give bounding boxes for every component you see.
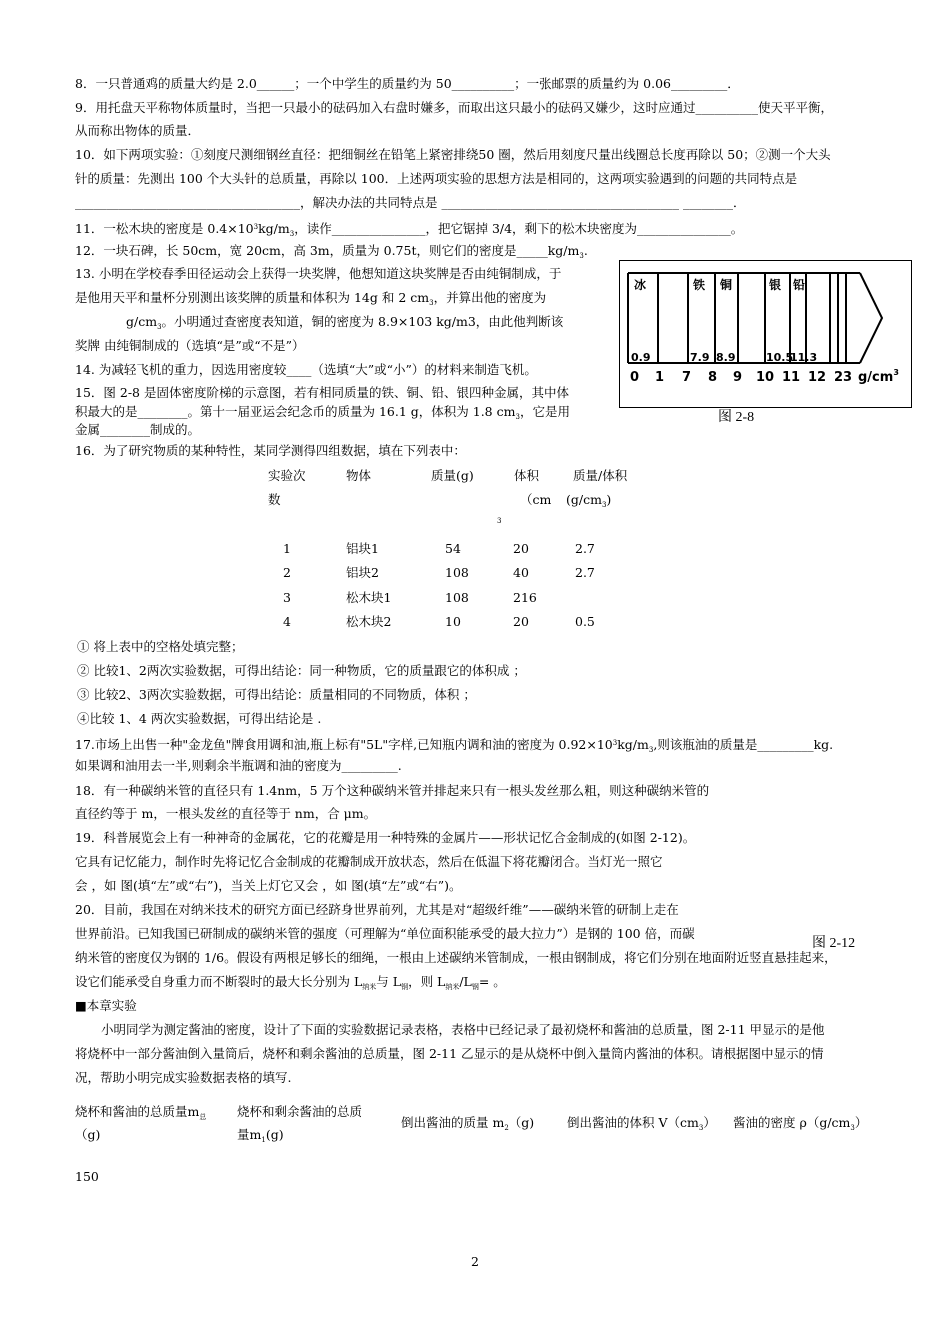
density-ladder-diagram [620, 261, 911, 407]
scale-tick: 10 [756, 370, 775, 385]
scale-tick: 12 [808, 370, 827, 385]
question-9-line-1: 9．用托盘天平称物体质量时，当把一只最小的砝码加入右盘时嫌多，而取出这只最小的砝码又嫌少，这时应通过__________使天平平衡， [75, 100, 833, 115]
question-17-line-2: 如果调和油用去一半,则剩余半瓶调和油的密度为_________. [75, 758, 402, 773]
figure-2-8-caption: 图 2-8 [718, 410, 755, 425]
subquestion-3: ③ 比较2、3两次实验数据，可得出结论：质量相同的不同物质，体积 ； [77, 687, 476, 702]
question-9-line-2: 从而称出物体的质量． [75, 123, 201, 138]
question-13-line-4: 奖牌 由纯铜制成的（选填“是”或“不是”） [75, 338, 305, 353]
question-20-line-2: 世界前沿。已知我国已研制成的碳纳米管的强度（可理解为“单位面积能承受的最大拉力”）是钢的 100 倍，而碳 [75, 926, 695, 941]
table-cell: 216 [513, 590, 537, 605]
table-cell: 松木块2 [346, 614, 392, 629]
question-13-line-3: $g/cm_3$。小明通过查密度表知道，铜的密度为 8.9×103 kg/m3，由此他判断该 [126, 314, 564, 331]
table-cell: 铝块1 [346, 541, 379, 556]
table-cell: 1 [283, 541, 291, 556]
experiment-paragraph-line-1: 小明同学为测定酱油的密度，设计了下面的实验数据记录表格，表格中已经记录了最初烧杯和酱油的总质量，图 2-11 甲显示的是他 [101, 1022, 825, 1037]
table-header-volume: 体积 [514, 468, 540, 483]
question-11: 11．一松木块的密度是 $0.4\times 10^3kg/m_3$，读作_______________，把它锯掉 3/4，剩下的松木块密度为_______________。 [75, 221, 744, 238]
question-13-line-2: 是他用天平和量杯分别测出该奖牌的质量和体积为 14g 和 2 $cm_3$，并算出他的密度为 [75, 290, 547, 307]
subquestion-1: ① 将上表中的空格处填完整； [77, 639, 244, 654]
density-value-silver: 10.5 [766, 351, 794, 364]
material-label-silver: 银 [769, 278, 782, 292]
subquestion-4: ④比较 1、4 两次实验数据，可得出结论是 . [77, 711, 322, 726]
table-header-object: 物体 [346, 468, 372, 483]
table-header-mass: 质量(g) [431, 468, 474, 483]
table-cell-total-mass: 150 [75, 1169, 99, 1184]
page-number: 2 [471, 1254, 479, 1269]
density-value-copper: 8.9 [716, 351, 736, 364]
question-14: 14. 为减轻飞机的重力，因选用密度较____（选填“大”或“小”）的材料来制造飞机。 [75, 362, 537, 377]
question-15-line-2: 积最大的是________。第十一届亚运会纪念币的质量为 16.1 g，体积为 1.8 $cm_3$，它是用 [75, 404, 570, 421]
table-header-trial: 实验次 [268, 468, 306, 483]
col-header-density: 酱油的密度 $\rho(g/cm_3)$ [733, 1115, 868, 1132]
table-cell: 3 [283, 590, 291, 605]
table-cell: 40 [513, 565, 529, 580]
scale-tick: 8 [708, 370, 718, 385]
table-header-volume-unit-sub: 3 [497, 517, 502, 525]
scale-tick: 7 [682, 370, 692, 385]
scale-tick: 23 [834, 370, 853, 385]
question-15-line-3: 金属________制成的。 [75, 422, 201, 437]
experiment-paragraph-line-2: 将烧杯中一部分酱油倒入量筒后，烧杯和剩余酱油的总质量，图 2-11 乙显示的是从烧杯中倒入量筒内酱油的体积。请根据图中显示的情 [75, 1046, 824, 1061]
question-20-line-3: 纳米管的密度仅为钢的 1/6。假设有两根足够长的细绳，一根由上述碳纳米管制成，一根由钢制成，将它们分别在地面附近竖直悬挂起来， [75, 950, 837, 965]
col-header-total-mass-unit: （g) [75, 1127, 101, 1142]
question-15-line-1: 15．图 2-8 是固体密度阶梯的示意图，若有相同质量的铁、铜、铅、银四种金属，其中体 [75, 385, 569, 400]
col-header-remaining-mass: 烧杯和剩余酱油的总质 [237, 1104, 363, 1119]
experiment-paragraph-line-3: 况，帮助小明完成实验数据表格的填写. [75, 1070, 292, 1085]
table-cell: 2.7 [575, 541, 595, 556]
question-13-line-1: 13. 小明在学校春季田径运动会上获得一块奖牌，他想知道这块奖牌是否由纯铜制成，于 [75, 266, 562, 281]
density-value-lead: 11.3 [790, 351, 818, 364]
table-cell: 4 [283, 614, 291, 629]
table-cell: 0.5 [575, 614, 595, 629]
scale-tick: 1 [655, 370, 665, 385]
question-20-line-1: 20．目前，我国在对纳米技术的研究方面已经跻身世界前列，尤其是对“超级纤维”——碳纳米管的研制上走在 [75, 902, 679, 917]
question-12: 12．一块石碑，长 50cm，宽 20cm，高 3m，质量为 0.75t，则它们的密度是$\_\_\_\_\_kg/m_3$. [75, 243, 588, 260]
ladder-columns [658, 273, 846, 363]
col-header-poured-volume: 倒出酱油的体积 $V(cm_3)$ [567, 1115, 716, 1132]
table-header-volume-unit: （cm [520, 492, 552, 507]
table-cell: 108 [445, 590, 469, 605]
material-label-ice: 冰 [634, 278, 647, 292]
question-10-line-3: ____________________________________，解决办法的共同特点是 ______________________________________ ________． [75, 195, 746, 210]
density-ladder-figure [619, 260, 912, 408]
question-16: 16．为了研究物质的某种特性，某同学测得四组数据，填在下列表中： [75, 443, 466, 458]
question-10-line-1: 10．如下两项实验：①刻度尺测细钢丝直径：把细铜丝在铅笔上紧密排绕50 圈，然后用刻度尺量出线圈总长度再除以 50；②测一个大头 [75, 147, 831, 162]
question-20-line-4: 设它们能承受自身重力而不断裂时的最大长分别为 $L_{纳米}$与 $L_钢$，则 $L_{纳米}/L_钢=$ 。 [75, 974, 506, 991]
scale-unit: $g/cm^3$ [858, 368, 899, 385]
material-label-lead: 铅 [793, 278, 806, 292]
subquestion-2: ② 比较1、2两次实验数据，可得出结论：同一种物质，它的质量跟它的体积成 ； [77, 663, 526, 678]
figure-2-12-caption: 图 2-12 [812, 936, 856, 951]
table-header-ratio-unit: $(g/cm_3)$ [566, 492, 612, 509]
table-cell: 20 [513, 614, 529, 629]
density-value-iron: 7.9 [690, 351, 710, 364]
question-17-line-1: 17.市场上出售一种"金龙鱼"牌食用调和油,瓶上标有"5L"字样,已知瓶内调和油的密度为 $0.92\times 10^3kg/m_3$,则该瓶油的质量是_________kg. [75, 737, 834, 754]
scale-tick: 11 [782, 370, 801, 385]
question-19-line-1: 19．科普展览会上有一种神奇的金属花，它的花瓣是用一种特殊的金属片——形状记忆合金制成的(如图 2-12)。 [75, 830, 696, 845]
question-18-line-2: 直径约等于 m，一根头发丝的直径等于 nm，合 μm。 [75, 806, 377, 821]
table-header-ratio: 质量/体积 [573, 468, 628, 483]
col-header-poured-mass: 倒出酱油的质量 $m_2(g)$ [401, 1115, 535, 1132]
table-header-trial-2: 数 [268, 492, 281, 507]
col-header-total-mass: 烧杯和酱油的总质量$m_总$ [75, 1104, 207, 1121]
scale-tick: 0 [630, 370, 640, 385]
table-cell: 54 [445, 541, 461, 556]
scale-tick: 9 [733, 370, 743, 385]
table-cell: 松木块1 [346, 590, 392, 605]
question-10-line-2: 针的质量：先测出 100 个大头针的总质量，再除以 100．上述两项实验的思想方法是相同的，这两项实验遇到的问题的共同特点是 [75, 171, 798, 186]
table-cell: 10 [445, 614, 461, 629]
question-18-line-1: 18．有一种碳纳米管的直径只有 1.4nm，5 万个这种碳纳米管并排起来只有一根头发丝那么粗，则这种碳纳米管的 [75, 783, 710, 798]
ladder-arrow-head [860, 273, 882, 363]
col-header-remaining-mass-2: 量$m_1(g)$ [237, 1127, 284, 1144]
table-cell: 20 [513, 541, 529, 556]
table-cell: 铝块2 [346, 565, 379, 580]
question-8: 8．一只普通鸡的质量大约是 2.0______；一个中学生的质量约为 50__________；一张邮票的质量约为 0.06_________． [75, 76, 740, 91]
question-19-line-2: 它具有记忆能力，制作时先将记忆合金制成的花瓣制成开放状态，然后在低温下将花瓣闭合。当灯光一照它 [75, 854, 663, 869]
table-cell: 2.7 [575, 565, 595, 580]
density-value-ice: 0.9 [631, 351, 651, 364]
material-label-iron: 铁 [693, 278, 706, 292]
table-cell: 2 [283, 565, 291, 580]
material-label-copper: 铜 [720, 278, 733, 292]
section-heading: ■本章实验 [75, 998, 137, 1013]
table-cell: 108 [445, 565, 469, 580]
question-19-line-3: 会 ，如 图(填“左”或“右”)，当关上灯它又会 ，如 图(填“左”或“右”)。 [75, 878, 462, 893]
